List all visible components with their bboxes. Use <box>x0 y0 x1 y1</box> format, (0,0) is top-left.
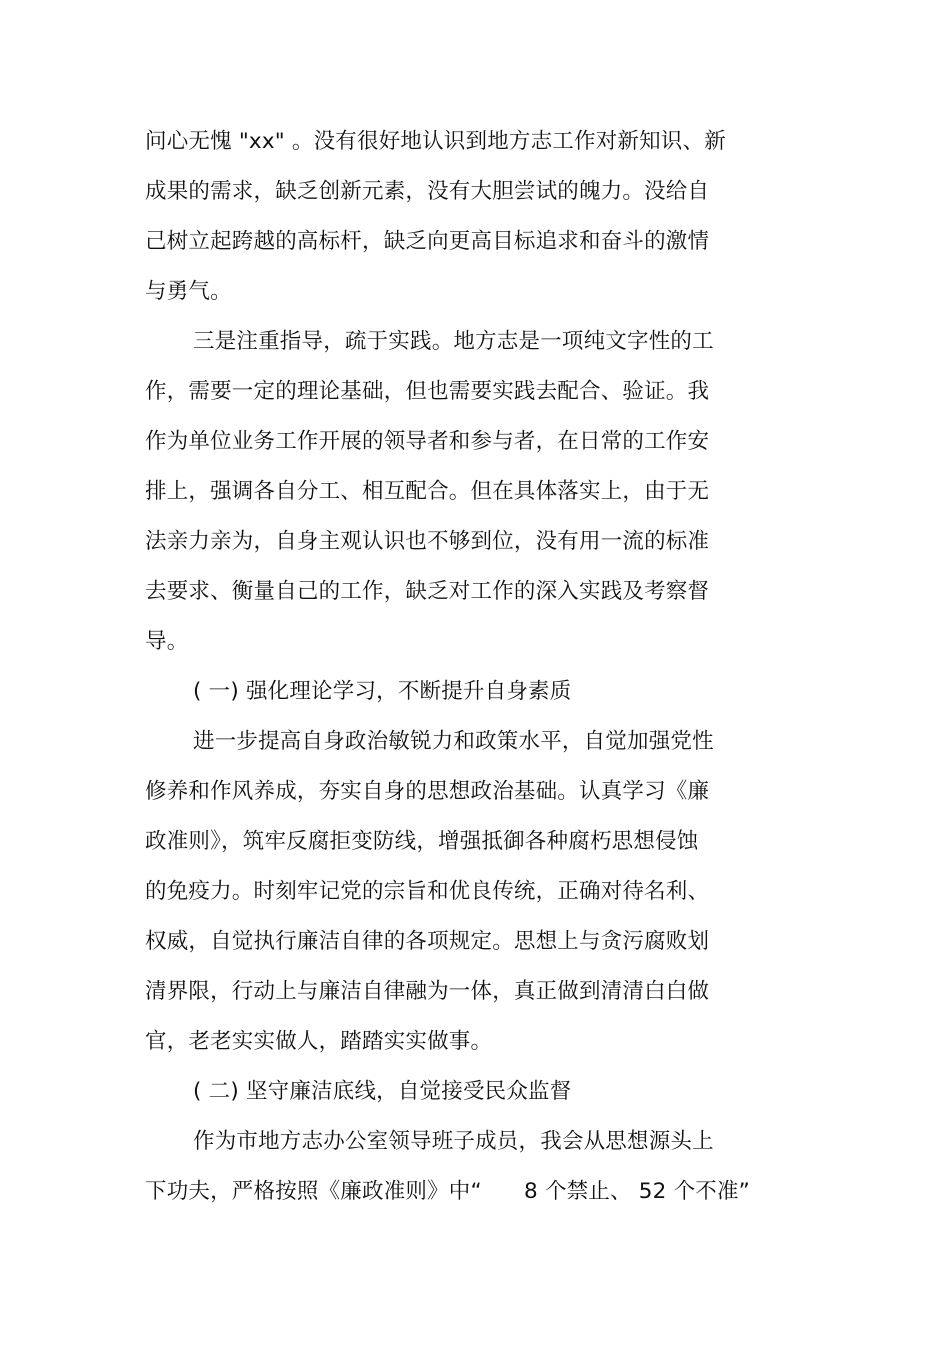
section-heading: ( 一) 强化理论学习，不断提升自身素质 <box>193 679 572 704</box>
text-line: 成果的需求，缺乏创新元素，没有大胆尝试的魄力。没给自 <box>145 179 710 204</box>
text-line: 清界限，行动上与廉洁自律融为一体，真正做到清清白白做 <box>145 979 710 1004</box>
text-line: 权威，自觉执行廉洁自律的各项规定。思想上与贪污腐败划 <box>145 929 710 954</box>
text-line: 法亲力亲为，自身主观认识也不够到位，没有用一流的标准 <box>145 529 710 554</box>
text-line: 下功夫，严格按照《廉政准则》中“ 8 个禁止、 52 个不准” <box>145 1179 751 1204</box>
section-heading: ( 二) 坚守廉洁底线，自觉接受民众监督 <box>193 1079 572 1104</box>
paragraph-first-line: 三是注重指导，疏于实践。地方志是一项纯文字性的工 <box>193 329 714 354</box>
text-line: 的免疫力。时刻牢记党的宗旨和优良传统，正确对待名利、 <box>145 879 710 904</box>
text-line: 己树立起跨越的高标杆，缺乏向更高目标追求和奋斗的激情 <box>145 229 710 254</box>
text-line: 作为单位业务工作开展的领导者和参与者，在日常的工作安 <box>145 429 710 454</box>
text-line: 官，老老实实做人，踏踏实实做事。 <box>145 1029 493 1054</box>
paragraph-first-line: 进一步提高自身政治敏锐力和政策水平，自觉加强党性 <box>193 729 714 754</box>
text-line: 去要求、衡量自己的工作，缺乏对工作的深入实践及考察督 <box>145 579 710 604</box>
text-line: 与勇气。 <box>145 279 232 304</box>
text-line: 问心无愧 "xx" 。没有很好地认识到地方志工作对新知识、新 <box>145 129 726 154</box>
text-line: 作，需要一定的理论基础，但也需要实践去配合、验证。我 <box>145 379 710 404</box>
text-line: 排上，强调各自分工、相互配合。但在具体落实上，由于无 <box>145 479 710 504</box>
text-line: 政准则》，筑牢反腐拒变防线，增强抵御各种腐朽思想侵蚀 <box>145 829 699 854</box>
text-line: 修养和作风养成，夯实自身的思想政治基础。认真学习《廉 <box>145 779 710 804</box>
text-line: 导。 <box>145 629 189 654</box>
paragraph-first-line: 作为市地方志办公室领导班子成员，我会从思想源头上 <box>193 1129 714 1154</box>
